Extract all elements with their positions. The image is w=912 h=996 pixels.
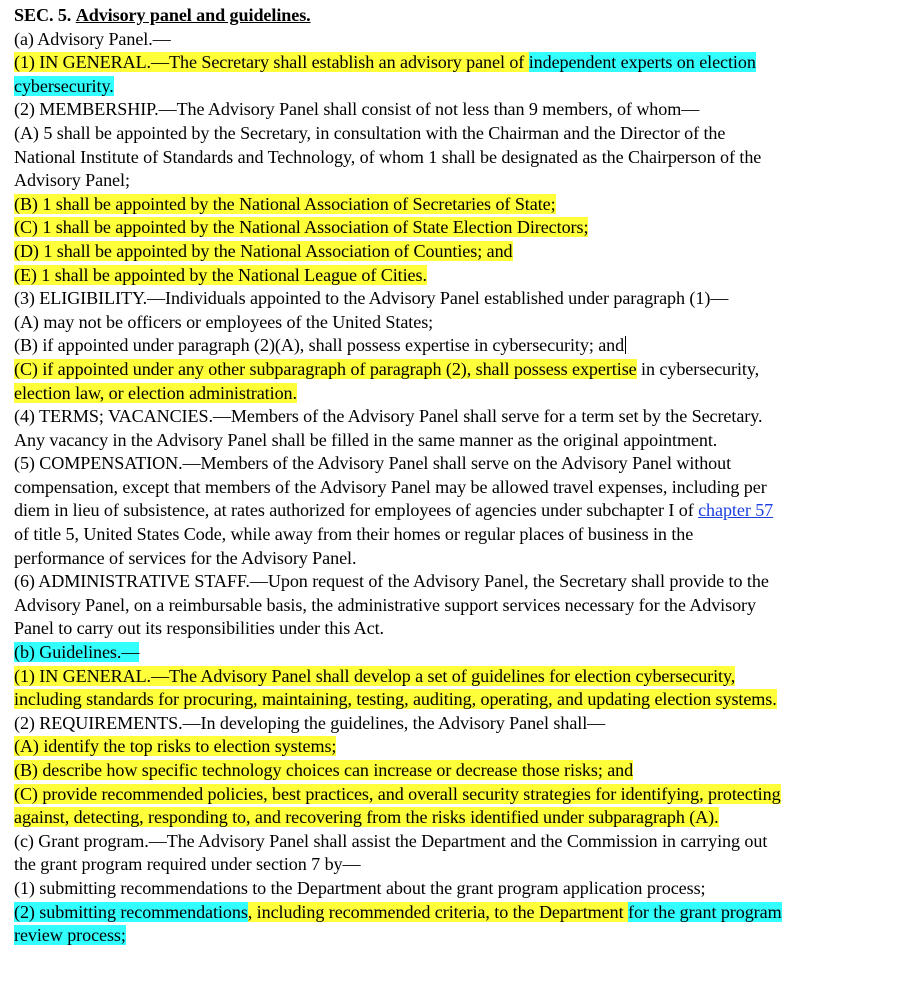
paragraph-c2-line-2 [14,924,882,948]
paragraph-a5-line-4: of title 5, United States Code, while away from their homes or regular places of business in the [14,524,694,545]
paragraph-a5-line-5: performance of services for the Advisory Panel. [14,547,357,568]
subsection-a-heading: (a) Advisory Panel.— [14,28,171,49]
unhighlighted-text: in cybersecurity, [636,358,760,379]
chapter-57-link[interactable]: chapter 57 [698,500,774,521]
highlight-yellow: (E) 1 shall be appointed by the National League of Cities. [14,264,427,285]
highlight-yellow: (B) 1 shall be appointed by the National Association of Secretaries of State; [14,193,556,214]
highlight-yellow: (C) if appointed under any other subparagraph of paragraph (2), shall possess expertise [14,358,637,379]
highlight-yellow: (A) identify the top risks to election systems; [14,736,337,757]
subsection-c-line-2: the grant program required under section 7 by— [14,854,361,875]
highlight-yellow: (C) 1 shall be appointed by the National Association of State Election Directors; [14,217,589,238]
paragraph-b1-line-2 [14,688,882,712]
paragraph-a2-B [14,193,882,217]
paragraph-a2-D [14,240,882,264]
paragraph-b2-C-line-2 [14,806,882,830]
highlight-cyan: review process; [14,925,126,946]
subsection-c-line-1: (c) Grant program.—The Advisory Panel shall assist the Department and the Commission in carrying out [14,830,768,851]
paragraph-b2-B [14,759,882,783]
paragraph-a5-line-3 [14,499,882,523]
paragraph-b1-line-1 [14,665,882,689]
paragraph-a1-line-1 [14,51,882,75]
highlight-yellow: election law, or election administration. [14,382,297,403]
highlight-cyan: for the grant program [628,901,782,922]
paragraph-a3-B [14,334,882,358]
text-cursor [625,336,626,354]
highlight-cyan: cybersecurity. [14,75,114,96]
highlight-cyan: (2) submitting recommendations [14,901,248,922]
paragraph-b2-heading: (2) REQUIREMENTS.—In developing the guidelines, the Advisory Panel shall— [14,712,606,733]
paragraph-a6-line-3: Panel to carry out its responsibilities under this Act. [14,618,384,639]
paragraph-a3-C-line-2 [14,382,882,406]
paragraph-a5-text: diem in lieu of subsistence, at rates authorized for employees of agencies under subchapter I of [14,500,699,521]
highlight-yellow: against, detecting, responding to, and recovering from the risks identified under subparagraph (A). [14,807,719,828]
highlight-yellow: , including recommended criteria, to the Department [247,901,628,922]
paragraph-a6-line-1: (6) ADMINISTRATIVE STAFF.—Upon request of the Advisory Panel, the Secretary shall provide to the [14,571,769,592]
section-heading [14,4,882,28]
highlight-yellow: (1) IN GENERAL.—The Advisory Panel shall develop a set of guidelines for election cybersecurity, [14,665,736,686]
highlight-cyan: independent experts on election [528,52,756,73]
highlight-yellow: (B) describe how specific technology choices can increase or decrease those risks; and [14,760,634,780]
section-number: SEC. 5. [14,5,72,25]
paragraph-a2-A-line-2: National Institute of Standards and Technology, of whom 1 shall be designated as the Chairperson of the [14,146,762,167]
highlight-yellow: (C) provide recommended policies, best practices, and overall security strategies for identifying, protecting [14,783,781,804]
paragraph-a6-line-2: Advisory Panel, on a reimbursable basis, the administrative support services necessary for the Advisory [14,594,756,615]
paragraph-a4-line-2: Any vacancy in the Advisory Panel shall be filled in the same manner as the original appointment. [14,429,718,450]
paragraph-a1-line-2 [14,75,882,99]
paragraph-a2-heading: (2) MEMBERSHIP.—The Advisory Panel shall consist of not less than 9 members, of whom— [14,99,700,120]
paragraph-a3-B-text: (B) if appointed under paragraph (2)(A), shall possess expertise in cybersecurity; and [14,335,625,356]
paragraph-b2-C-line-1 [14,783,882,807]
paragraph-a2-A-line-3: Advisory Panel; [14,170,130,191]
paragraph-a5-line-1: (5) COMPENSATION.—Members of the Advisory Panel shall serve on the Advisory Panel without [14,453,732,474]
paragraph-c1: (1) submitting recommendations to the Department about the grant program application process; [14,877,706,898]
highlight-yellow: including standards for procuring, maintaining, testing, auditing, operating, and updating election systems. [14,689,777,710]
paragraph-a4-line-1: (4) TERMS; VACANCIES.—Members of the Advisory Panel shall serve for a term set by the Secretary. [14,406,763,427]
paragraph-a5-line-2: compensation, except that members of the Advisory Panel may be allowed travel expenses, including per [14,476,767,497]
highlight-yellow: (1) IN GENERAL.—The Secretary shall establish an advisory panel of [14,52,529,73]
paragraph-a2-E [14,264,882,288]
highlight-yellow: (D) 1 shall be appointed by the National Association of Counties; and [14,240,513,261]
paragraph-a2-C [14,216,882,240]
paragraph-a3-heading: (3) ELIGIBILITY.—Individuals appointed to the Advisory Panel established under paragraph (1)— [14,288,729,309]
paragraph-c2-line-1 [14,901,882,925]
highlight-cyan: (b) Guidelines.— [14,642,140,663]
subsection-b-heading [14,641,882,665]
section-title: Advisory panel and guidelines. [75,5,311,25]
paragraph-b2-A [14,735,882,759]
paragraph-a3-C-line-1 [14,358,882,382]
paragraph-a3-A: (A) may not be officers or employees of the United States; [14,311,434,332]
paragraph-a2-A-line-1: (A) 5 shall be appointed by the Secretary, in consultation with the Chairman and the Director of the [14,122,726,143]
